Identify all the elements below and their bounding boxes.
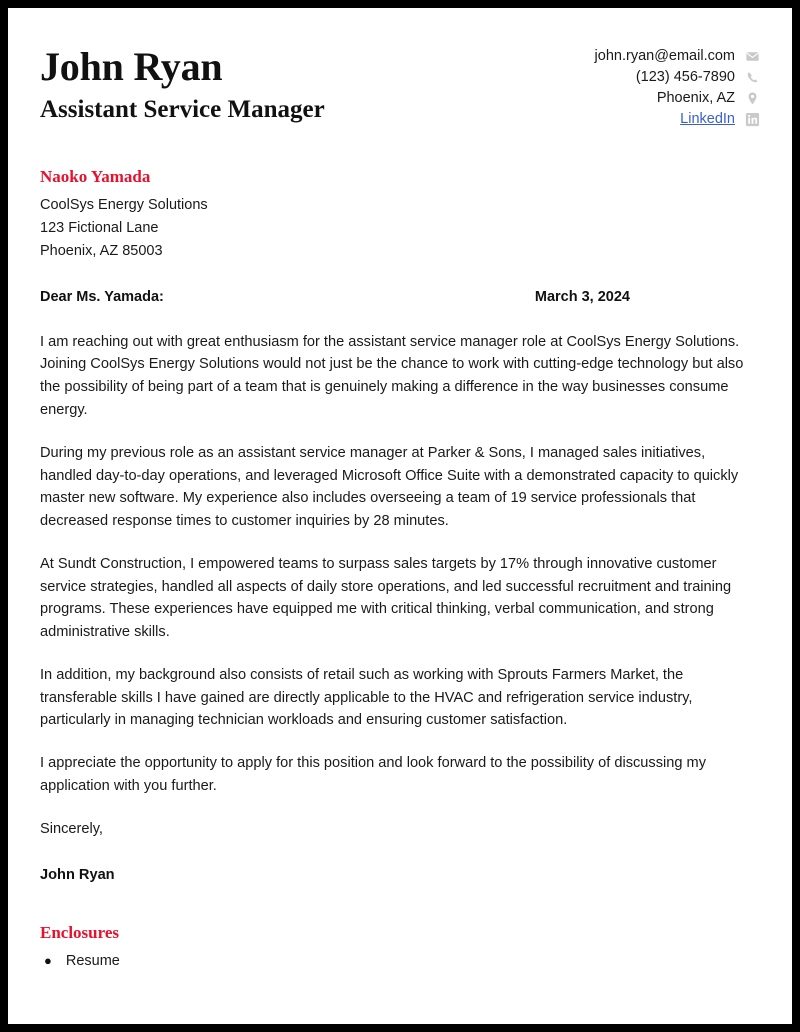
enclosures-heading: Enclosures xyxy=(40,922,120,942)
linkedin-icon xyxy=(745,112,760,127)
letter-date: March 3, 2024 xyxy=(534,288,630,305)
letter-body xyxy=(40,331,760,883)
enclosure-item-label: Resume xyxy=(65,952,120,969)
bullet-icon: ● xyxy=(44,952,52,968)
salutation-date-row xyxy=(40,289,760,305)
contact-row-linkedin[interactable] xyxy=(680,111,760,127)
body-paragraph: During my previous role as an assistant service manager at Parker & Sons, I managed sales initiatives, handled day-to-day operations, and leveraged Microsoft Office Suite with a demonstrated capacity to quickly master new software. My experience also includes overseeing a team of 19 service professionals that decreased response times to customer inquiries by 28 minutes. xyxy=(40,444,739,530)
linkedin-link[interactable]: LinkedIn xyxy=(680,111,735,127)
body-paragraph: In addition, my background also consists of retail such as working with Sprouts Farmers Market, the transferable skills I have gained are directly applicable to the HVAC and refrigeration service industry, particularly in managing technician workloads and ensuring customer satisfaction. xyxy=(40,666,693,729)
identity-block xyxy=(40,38,325,125)
enclosures-list xyxy=(40,951,760,973)
contact-location-text: Phoenix, AZ xyxy=(656,90,735,106)
contact-phone-text: (123) 456-7890 xyxy=(635,69,735,85)
recipient-city-state-zip: Phoenix, AZ 85003 xyxy=(40,242,163,259)
envelope-icon xyxy=(745,49,760,64)
contact-row-location xyxy=(657,90,760,106)
recipient-company: CoolSys Energy Solutions xyxy=(40,197,208,213)
recipient-name: Naoko Yamada xyxy=(40,167,151,186)
applicant-name: John Ryan xyxy=(40,44,223,89)
contact-info-block xyxy=(595,38,760,127)
contact-row-email xyxy=(595,48,760,64)
signature-name: John Ryan xyxy=(40,866,115,883)
contact-email-text: john.ryan@email.com xyxy=(594,48,735,64)
page-content xyxy=(8,8,792,972)
document-page xyxy=(8,8,792,1024)
body-paragraph: At Sundt Construction, I empowered teams to surpass sales targets by 17% through innovative customer service strategies, handled all aspects of daily store operations, and led successful recruitment and training programs. These experiences have equipped me with critical thinking, verbal communication, and strong administrative skills. xyxy=(40,555,732,641)
location-pin-icon xyxy=(745,91,760,106)
contact-row-phone xyxy=(636,69,760,85)
closing-salutation: Sincerely, xyxy=(40,820,103,837)
body-paragraph: I am reaching out with great enthusiasm for the assistant service manager role at CoolSys Energy Solutions. Joining CoolSys Energy Solutions would not just be the chance to work with cutting-edge technology but also the possibility of being part of a team that is genuinely making a difference in the way businesses consume energy. xyxy=(40,333,744,419)
enclosures-section xyxy=(40,923,760,973)
recipient-street: 123 Fictional Lane xyxy=(40,219,159,236)
body-paragraph: I appreciate the opportunity to apply for this position and look forward to the possibility of discussing my application with you further. xyxy=(40,755,706,794)
phone-icon xyxy=(745,70,760,85)
letter-header xyxy=(40,38,760,127)
list-item xyxy=(40,951,760,973)
recipient-address-block xyxy=(40,167,760,263)
applicant-job-title: Assistant Service Manager xyxy=(40,96,325,124)
salutation: Dear Ms. Yamada: xyxy=(40,288,164,305)
